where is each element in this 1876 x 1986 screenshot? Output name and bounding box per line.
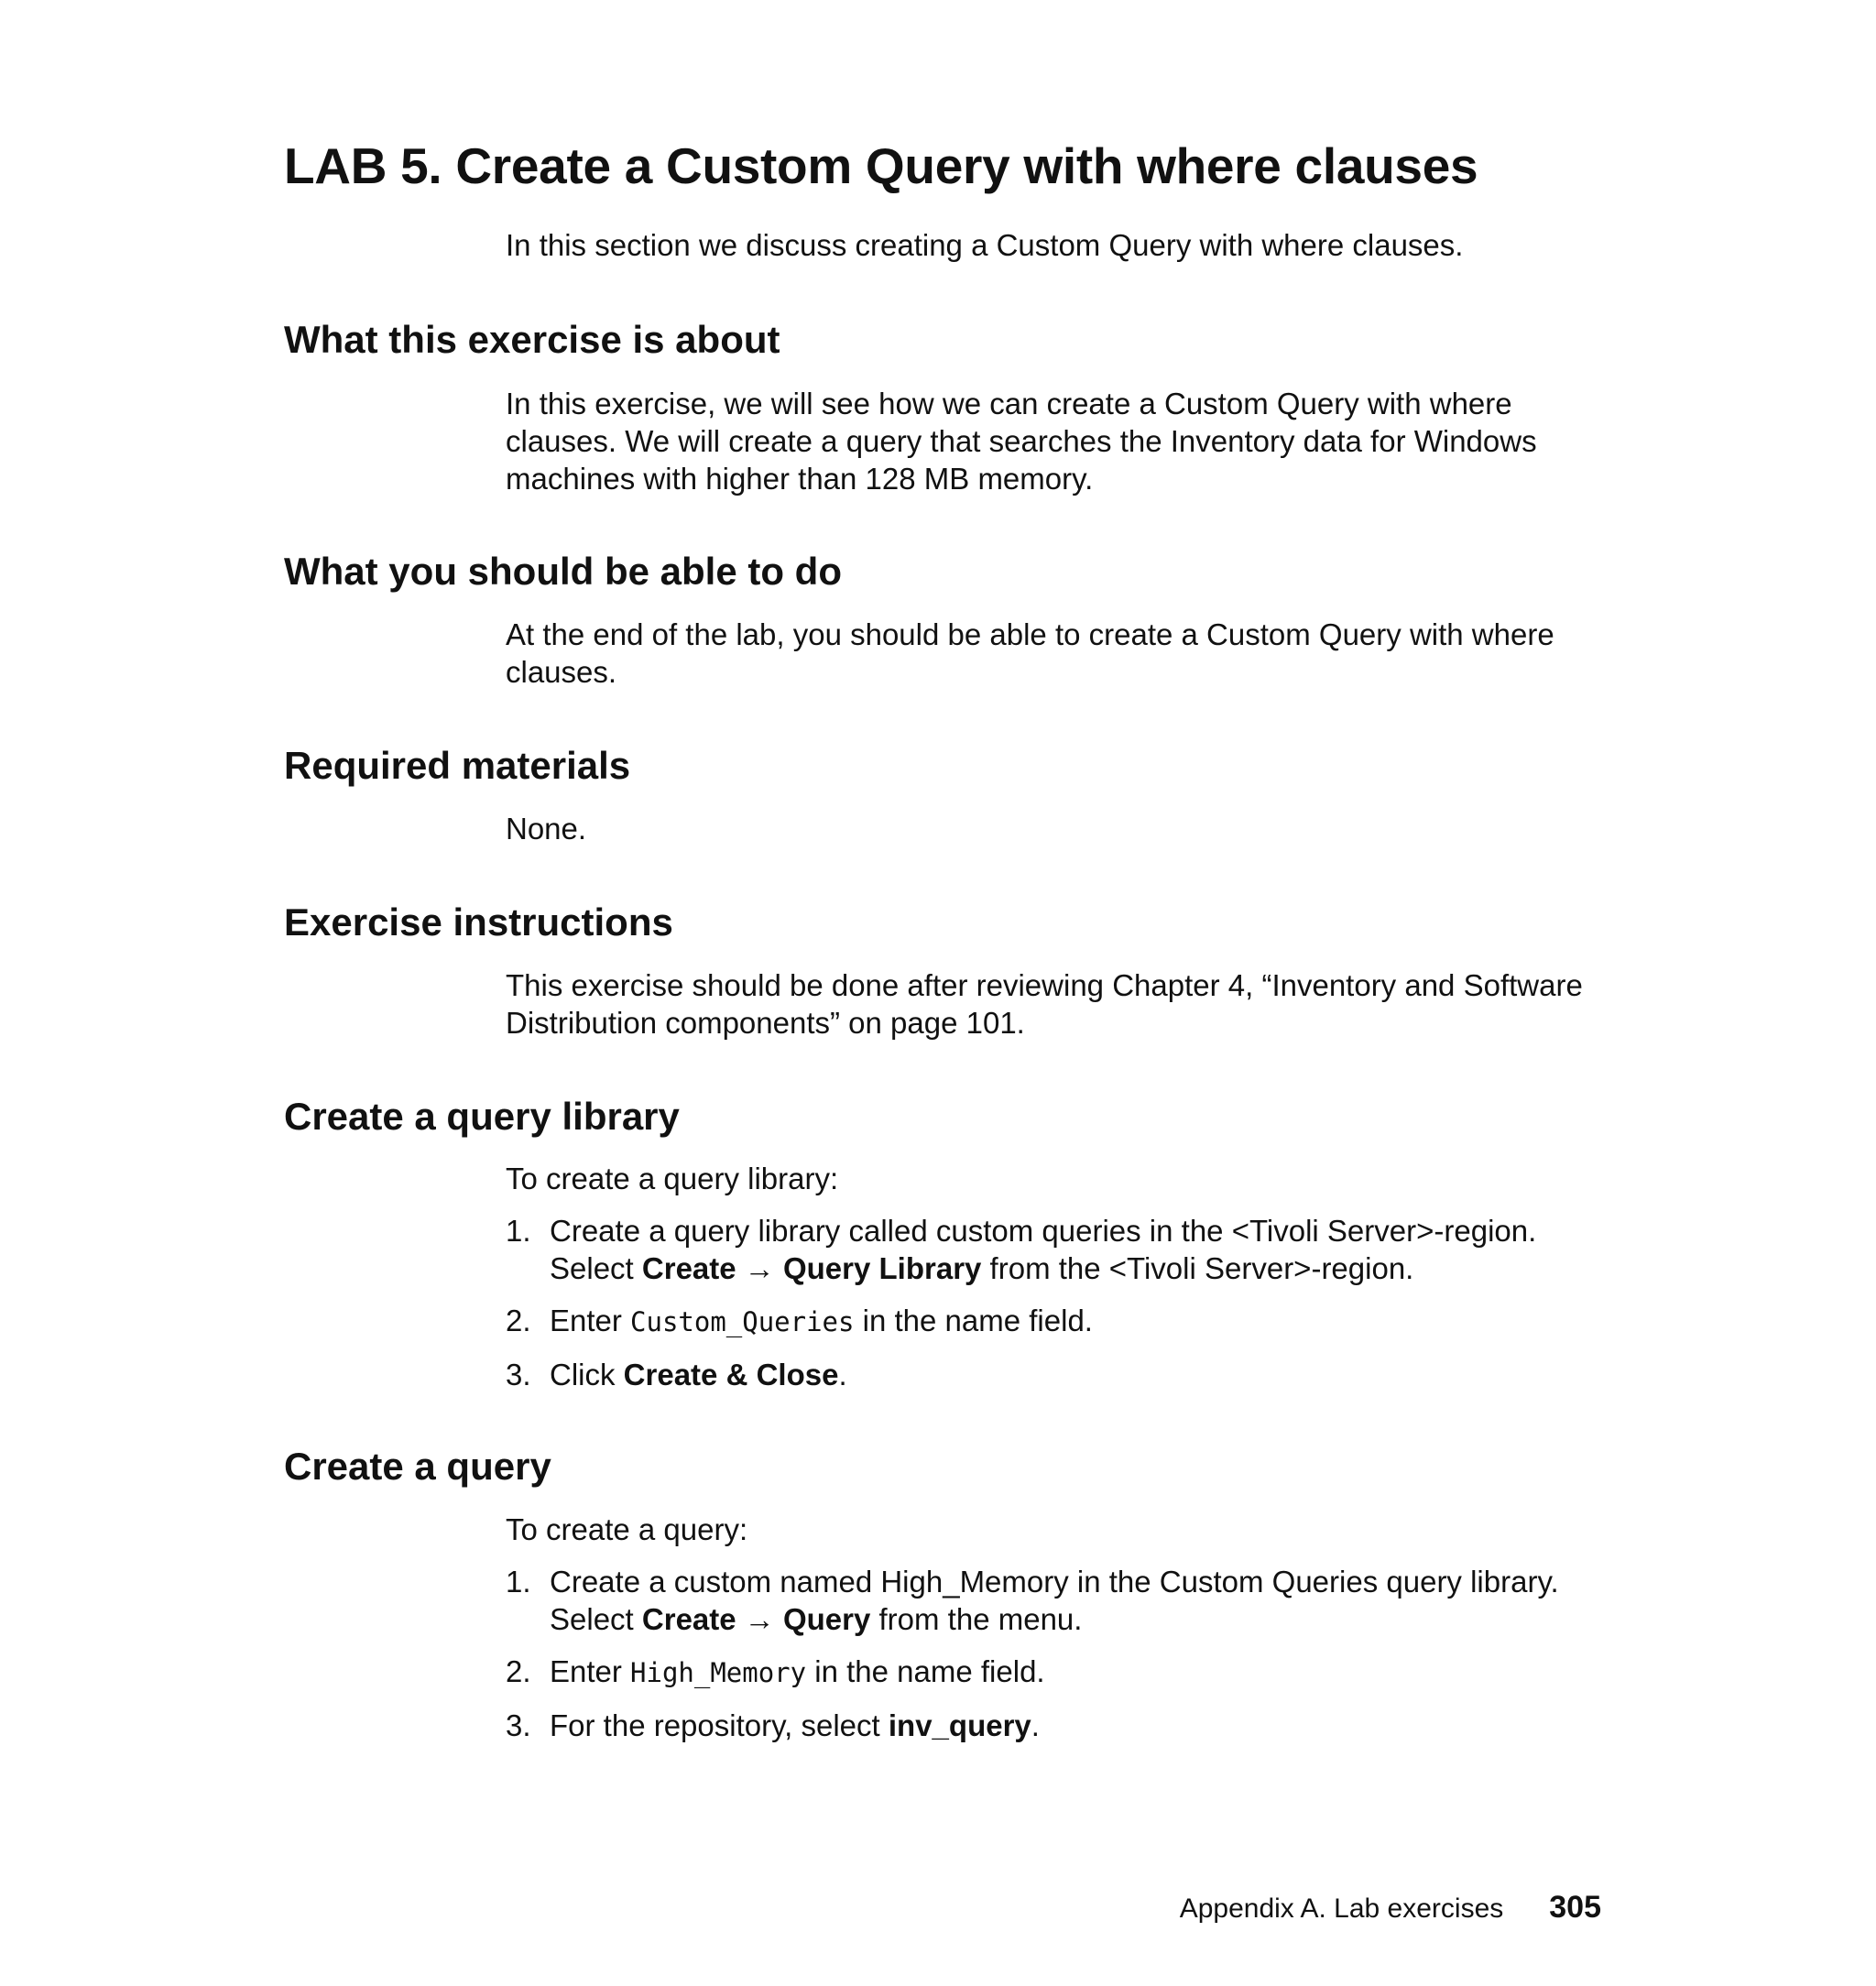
- step-text: in the name field.: [806, 1654, 1045, 1688]
- step-text: Click: [550, 1358, 624, 1391]
- heading-query: Create a query: [284, 1445, 551, 1488]
- list-item: [506, 1653, 1632, 1692]
- step-text: in the name field.: [854, 1304, 1093, 1337]
- repository-label: inv_query: [888, 1708, 1031, 1742]
- step-number: 2.: [506, 1304, 531, 1337]
- step-text: Select: [550, 1602, 642, 1636]
- intro-paragraph: In this section we discuss creating a Custom Query with where clauses.: [506, 228, 1464, 262]
- step-number: 2.: [506, 1654, 531, 1688]
- heading-instructions: Exercise instructions: [284, 900, 673, 944]
- query-steps: [506, 1563, 1632, 1759]
- arrow-icon: →: [736, 1602, 783, 1636]
- step-text: Enter: [550, 1304, 631, 1337]
- step-text: from the menu.: [870, 1602, 1083, 1636]
- code-text: High_Memory: [630, 1657, 807, 1688]
- library-steps: [506, 1212, 1632, 1408]
- step-text: .: [1031, 1708, 1040, 1742]
- step-text: Enter: [550, 1654, 631, 1688]
- list-item: [506, 1302, 1632, 1341]
- menu-label: Query Library: [782, 1251, 982, 1285]
- step-text: from the <Tivoli Server>-region.: [981, 1251, 1414, 1285]
- code-text: Custom_Queries: [630, 1306, 855, 1337]
- lab-title: LAB 5. Create a Custom Query with where clauses: [284, 137, 1478, 194]
- step-number: 3.: [506, 1708, 531, 1742]
- menu-label: Create: [641, 1602, 736, 1636]
- step-number: 3.: [506, 1358, 531, 1391]
- library-lead: To create a query library:: [506, 1162, 839, 1195]
- button-label: Create & Close: [623, 1358, 839, 1391]
- step-text: Select: [550, 1251, 642, 1285]
- list-item: [506, 1707, 1632, 1744]
- list-item: [506, 1212, 1632, 1287]
- query-lead: To create a query:: [506, 1512, 748, 1546]
- arrow-icon: →: [736, 1251, 783, 1285]
- materials-paragraph: None.: [506, 812, 587, 846]
- heading-materials: Required materials: [284, 744, 631, 787]
- page-number: 305: [1549, 1890, 1601, 1925]
- step-text: Create a query library called custom queries in the <Tivoli Server>-region.: [550, 1214, 1537, 1248]
- list-item: [506, 1356, 1632, 1393]
- step-text: .: [838, 1358, 847, 1391]
- about-paragraph: In this exercise, we will see how we can create a Custom Query with where clauses. We will create a query that searches the Inventory data for Windows machines with higher than 128 MB memory.: [506, 387, 1537, 496]
- step-number: 1.: [506, 1214, 531, 1248]
- menu-label: Create: [641, 1251, 736, 1285]
- step-text: For the repository, select: [550, 1708, 889, 1742]
- page-footer: [1180, 1889, 1601, 1927]
- footer-chapter: Appendix A. Lab exercises: [1179, 1893, 1504, 1924]
- step-text: Create a custom named High_Memory in the Custom Queries query library.: [550, 1565, 1559, 1599]
- list-item: [506, 1563, 1632, 1638]
- heading-able: What you should be able to do: [284, 550, 842, 593]
- menu-label: Query: [782, 1602, 871, 1636]
- heading-about: What this exercise is about: [284, 318, 780, 361]
- step-number: 1.: [506, 1565, 531, 1599]
- heading-library: Create a query library: [284, 1095, 680, 1138]
- able-paragraph: At the end of the lab, you should be able to create a Custom Query with where clauses.: [506, 617, 1554, 689]
- instructions-paragraph: This exercise should be done after reviewing Chapter 4, “Inventory and Software Distribution components” on page 101.: [506, 968, 1583, 1040]
